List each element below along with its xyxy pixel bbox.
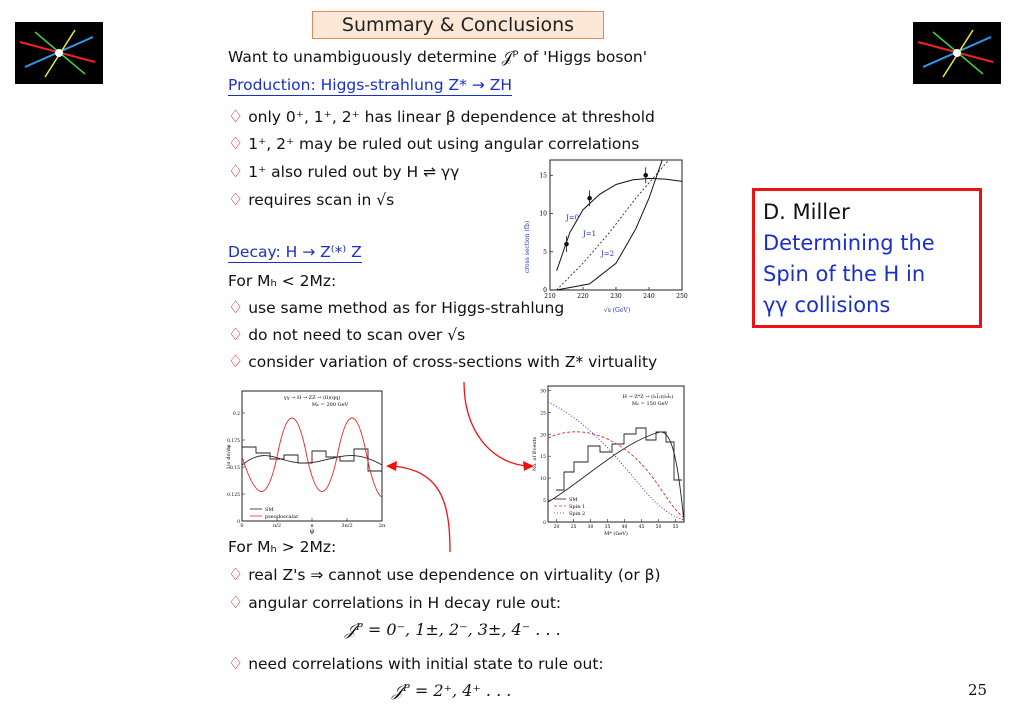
- chart2-legend-sm: SM: [265, 507, 274, 513]
- chart3-xtick-label: 20: [553, 525, 560, 530]
- chart1-ytick-label: 10: [539, 210, 547, 218]
- chart1-data-point: [587, 196, 592, 201]
- chart2-xtick-label: 2π: [378, 523, 386, 529]
- chart2-ytick-label: 0.2: [232, 412, 240, 417]
- chart3-ylabel: No. of Events: [532, 436, 538, 472]
- arrow-to-left-chart: [392, 466, 450, 552]
- production-bullet-3: ♢ 1⁺ also ruled out by H ⇌ γγ: [228, 162, 460, 182]
- chart3-ytick-label: 5: [543, 499, 546, 505]
- chart1-xtick-label: 220: [577, 293, 589, 300]
- chart1-label-j1: J=1: [583, 230, 597, 238]
- chart3-xtick-label: 45: [638, 525, 645, 530]
- chart1-data-point: [564, 242, 569, 247]
- chart2-ytick-label: 0.125: [227, 493, 240, 498]
- chart2-ytick-label: 0: [237, 520, 240, 525]
- chart2-title: γγ → H → ZZ → (ll)(qq): [283, 395, 341, 401]
- event-display-logo-left: [15, 22, 103, 84]
- decay-bullet-1: ♢ use same method as for Higgs-strahlung: [228, 298, 565, 318]
- decay-gt-bullet-1: ♢ real Z's ⇒ cannot use dependence on virtuality (or β): [228, 565, 661, 585]
- chart1-xtick-label: 210: [544, 293, 556, 300]
- chart2-ytick-label: 0.175: [227, 439, 240, 444]
- chart1-data-point: [643, 173, 648, 178]
- chart3-xtick-label: 55: [672, 525, 679, 530]
- chart2-sm-histogram: [242, 447, 382, 471]
- chart2-xtick-label: π: [310, 523, 314, 529]
- chart3-xtick-label: 40: [621, 525, 628, 530]
- formula-ruled-out-1: 𝒥ᴾ = 0⁻, 1±, 2⁻, 3±, 4⁻ . . .: [345, 620, 561, 639]
- chart1-ylabel: cross section (fb): [524, 220, 531, 274]
- reference-title-line-2: Spin of the H in: [763, 262, 926, 286]
- decay-gt-bullet-2: ♢ angular correlations in H decay rule out:: [228, 593, 562, 613]
- chart1-frame: [550, 160, 682, 290]
- chart1-series-j2: [557, 160, 663, 290]
- condition-greater-than: For Mₕ > 2Mᴢ:: [228, 538, 337, 556]
- chart2-xtick-label: 0: [240, 523, 244, 529]
- arrow-to-right-chart: [464, 382, 526, 466]
- chart1-xtick-label: 240: [643, 293, 655, 300]
- chart3-xtick-label: 30: [587, 525, 594, 530]
- chart3-xtick-label: 35: [604, 525, 611, 530]
- chart3-legend-sm: SM: [569, 497, 578, 503]
- chart2-xtick-label: π/2: [272, 523, 282, 529]
- reference-title-line-3: γγ collisions: [763, 293, 891, 317]
- decay-bullet-3: ♢ consider variation of cross-sections with Z* virtuality: [228, 352, 658, 372]
- chart2-ytick-label: 0.15: [229, 466, 240, 471]
- chart1-ytick-label: 5: [543, 248, 547, 256]
- chart1-xtick-label: 250: [676, 293, 688, 300]
- reference-title-line-1: Determining the: [763, 231, 935, 255]
- chart3-xtick-label: 25: [570, 525, 577, 530]
- chart2-xlabel: φ: [309, 528, 315, 535]
- chart3-ytick-label: 25: [540, 411, 546, 417]
- chart1-ytick-label: 15: [539, 172, 547, 180]
- chart3-ytick-label: 10: [540, 477, 546, 483]
- chart2-ylabel: 1/σ dσ/dφ: [226, 444, 232, 470]
- chart1-xtick-label: 230: [610, 293, 622, 300]
- chart3-ytick-label: 15: [540, 455, 546, 461]
- chart1-label-j2: J=2: [601, 250, 615, 258]
- decay-bullet-2: ♢ do not need to scan over √s: [228, 325, 466, 345]
- reference-author: D. Miller: [763, 200, 850, 224]
- decay-heading: Decay: H → Z⁽*⁾ Z: [228, 243, 362, 261]
- chart3-sm-histogram: [556, 428, 682, 490]
- chart1-label-j0: J=0: [566, 214, 580, 222]
- intro-text: Want to unambiguously determine 𝒥ᴾ of 'Higgs boson': [228, 48, 648, 66]
- chart3-xlabel: M* (GeV): [604, 531, 628, 537]
- chart3-ytick-label: 20: [540, 433, 546, 439]
- chart1-ytick-label: 0: [543, 287, 547, 294]
- chart1-xlabel: √s (GeV): [603, 307, 631, 314]
- event-display-logo-right: [913, 22, 1001, 84]
- page-number: 25: [968, 681, 988, 699]
- chart2-legend-pseudoscalar: pseudoscalar: [265, 514, 299, 520]
- condition-less-than: For Mₕ < 2Mᴢ:: [228, 272, 337, 290]
- chart3-title: H → Z*Z → (l₁l̅₁)(l₂l̅₂): [622, 394, 674, 400]
- chart2-xtick-label: 3π/2: [341, 523, 353, 529]
- chart3-subtitle: Mₕ = 150 GeV: [631, 401, 669, 407]
- chart2-subtitle: Mₕ = 200 GeV: [311, 402, 349, 408]
- phi-distribution-chart: [222, 385, 392, 535]
- production-bullet-4: ♢ requires scan in √s: [228, 190, 395, 210]
- zstar-mass-chart: [532, 382, 692, 537]
- chart3-legend-spin2: Spin 2: [569, 511, 586, 517]
- chart3-legend-spin1: Spin 1: [569, 504, 586, 510]
- chart3-ytick-label: 0: [543, 521, 546, 526]
- production-bullet-1: ♢ only 0⁺, 1⁺, 2⁺ has linear β dependence at threshold: [228, 107, 655, 127]
- reference-box: [752, 188, 982, 328]
- slide-title: Summary & Conclusions: [312, 11, 604, 39]
- chart1-series-j1: [557, 160, 669, 290]
- production-bullet-2: ♢ 1⁺, 2⁺ may be ruled out using angular correlations: [228, 134, 640, 154]
- cross-section-chart: [505, 152, 695, 317]
- decay-gt-bullet-3: ♢ need correlations with initial state to rule out:: [228, 654, 604, 674]
- production-heading: Production: Higgs-strahlung Z* → ZH: [228, 76, 512, 94]
- chart3-ytick-label: 30: [540, 389, 546, 395]
- arrow-head-left: [386, 461, 397, 471]
- formula-ruled-out-2: 𝒥ᴾ = 2⁺, 4⁺ . . .: [392, 681, 512, 700]
- chart3-xtick-label: 50: [655, 525, 662, 530]
